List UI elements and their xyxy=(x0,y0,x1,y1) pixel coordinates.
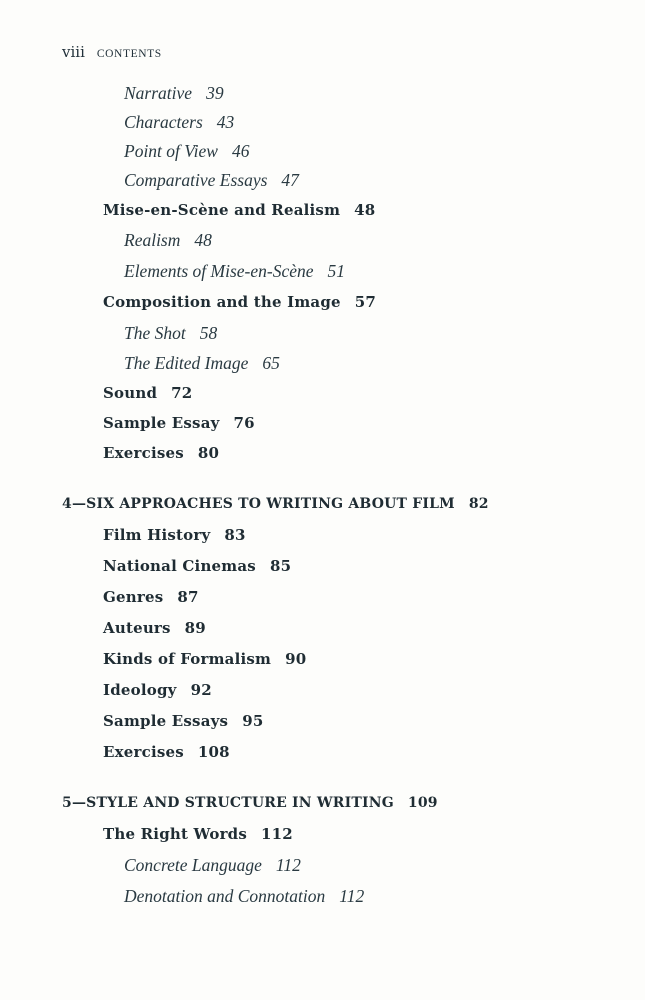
toc-subentry xyxy=(124,114,234,132)
toc-subentry xyxy=(124,143,249,161)
toc-subentry xyxy=(124,857,301,875)
toc-section xyxy=(103,416,255,431)
toc-page-number: 48 xyxy=(194,230,212,250)
page-header xyxy=(62,42,162,61)
toc-page-number: 47 xyxy=(281,170,299,190)
toc-section xyxy=(103,203,375,218)
toc-page-number: 48 xyxy=(354,201,376,219)
toc-title: Sample Essays xyxy=(103,712,229,730)
toc-section xyxy=(103,295,376,310)
toc-page-number: 57 xyxy=(354,293,377,311)
toc-page-number: 58 xyxy=(199,323,218,343)
toc-subentry xyxy=(124,85,224,103)
toc-page-number: 92 xyxy=(190,681,212,699)
toc-title: 5—STYLE AND STRUCTURE IN WRITING xyxy=(62,795,394,811)
toc-title: Comparative Essays xyxy=(124,170,268,190)
toc-subentry xyxy=(124,232,212,250)
toc-title: Film History xyxy=(103,526,211,544)
toc-section xyxy=(103,528,246,543)
toc-page-number: 112 xyxy=(339,886,365,906)
toc-page-number: 51 xyxy=(327,261,346,281)
toc-page-number: 87 xyxy=(177,588,199,606)
toc-title: Sound xyxy=(103,384,158,402)
toc-subentry xyxy=(124,888,364,906)
toc-title: Genres xyxy=(103,588,164,606)
toc-page-number: 112 xyxy=(261,825,293,843)
toc-title: Ideology xyxy=(103,681,177,699)
toc-title: Characters xyxy=(124,112,203,132)
toc-page-number: 46 xyxy=(231,141,250,161)
toc-section xyxy=(103,683,212,698)
toc-section xyxy=(103,745,230,760)
toc-title: National Cinemas xyxy=(103,557,256,575)
toc-page-number: 95 xyxy=(242,712,264,730)
toc-page-number: 39 xyxy=(206,83,224,103)
toc-page-number: 76 xyxy=(233,414,255,432)
toc-title: Composition and the Image xyxy=(103,293,341,311)
toc-section xyxy=(103,386,192,401)
toc-page-number: 80 xyxy=(197,444,220,462)
toc-title: Exercises xyxy=(103,743,184,761)
toc-title: The Right Words xyxy=(103,825,248,843)
toc-title: The Shot xyxy=(124,323,186,343)
toc-section xyxy=(103,621,206,636)
toc-title: Kinds of Formalism xyxy=(103,650,272,668)
page-number: viii xyxy=(62,43,85,61)
toc-title: Realism xyxy=(124,230,181,250)
toc-title: Mise-en-Scène and Realism xyxy=(103,201,341,219)
toc-subentry xyxy=(124,263,345,281)
toc-subentry xyxy=(124,325,217,343)
toc-page-number: 85 xyxy=(269,557,292,575)
toc-section xyxy=(103,446,219,461)
running-head: CONTENTS xyxy=(96,48,162,60)
toc-title: Exercises xyxy=(103,444,184,462)
toc-page-number: 83 xyxy=(224,526,246,544)
toc-title: Elements of Mise-en-Scène xyxy=(124,261,314,281)
toc-page-number: 112 xyxy=(275,855,301,875)
toc-title: Point of View xyxy=(124,141,218,161)
toc-page-number: 89 xyxy=(184,619,206,637)
toc-title: Auteurs xyxy=(103,619,171,637)
toc-title: Denotation and Connotation xyxy=(124,886,326,906)
toc-subentry xyxy=(124,355,280,373)
toc-section xyxy=(103,590,199,605)
toc-page-number: 43 xyxy=(216,112,235,132)
toc-chapter xyxy=(62,497,489,511)
toc-subentry xyxy=(124,172,299,190)
toc-section xyxy=(103,714,263,729)
toc-section xyxy=(103,559,291,574)
toc-section xyxy=(103,652,306,667)
toc-page-number: 109 xyxy=(407,795,438,811)
toc-title: Concrete Language xyxy=(124,855,262,875)
toc-title: The Edited Image xyxy=(124,353,249,373)
toc-page-number: 90 xyxy=(285,650,307,668)
toc-title: Sample Essay xyxy=(103,414,220,432)
toc-page-number: 108 xyxy=(197,743,230,761)
toc-page-number: 72 xyxy=(171,384,193,402)
toc-page-number: 82 xyxy=(468,496,489,512)
toc-chapter xyxy=(62,796,438,810)
toc-title: Narrative xyxy=(124,83,193,103)
toc-section xyxy=(103,827,293,842)
toc-page-number: 65 xyxy=(262,353,280,373)
toc-title: 4—SIX APPROACHES TO WRITING ABOUT FILM xyxy=(62,496,455,512)
